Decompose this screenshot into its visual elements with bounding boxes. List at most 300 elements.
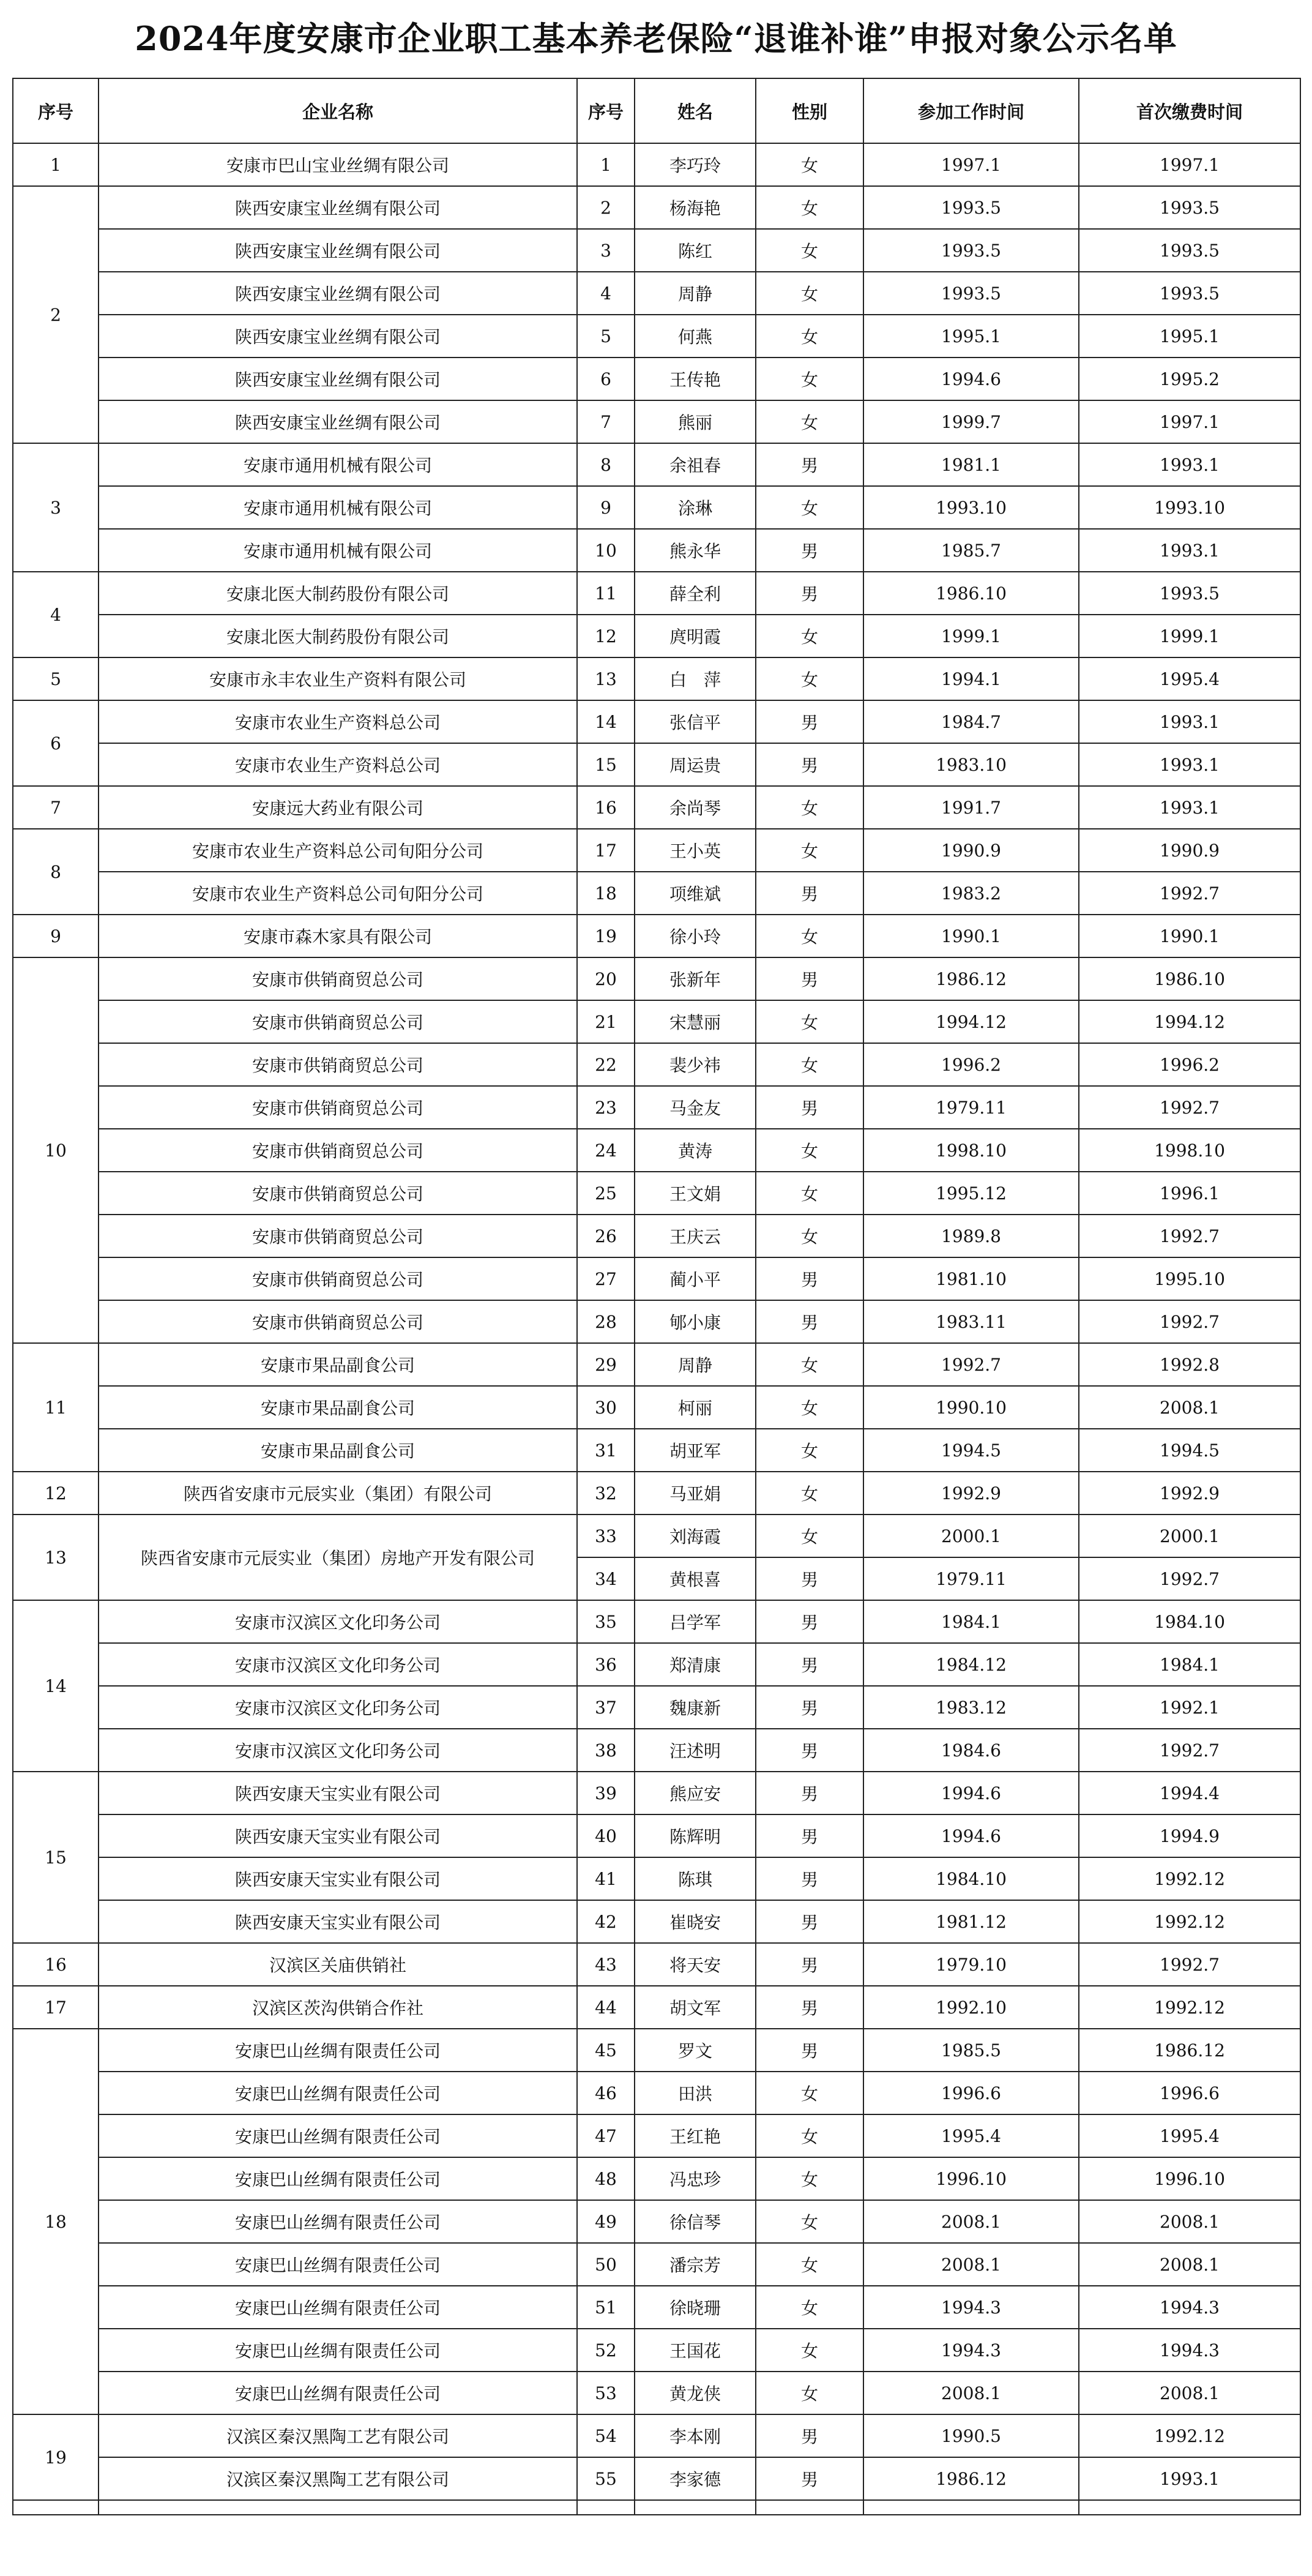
work-start-cell: 1999.1 bbox=[863, 615, 1079, 657]
table-row bbox=[13, 2029, 1300, 2072]
person-no-cell: 51 bbox=[577, 2286, 635, 2329]
company-cell: 安康巴山丝绸有限责任公司 bbox=[99, 2157, 577, 2200]
spacer-cell bbox=[13, 2500, 99, 2515]
gender-cell: 女 bbox=[756, 2286, 863, 2329]
gender-cell: 男 bbox=[756, 1943, 863, 1986]
table-row bbox=[13, 1772, 1300, 1814]
group-no-cell: 13 bbox=[13, 1515, 99, 1600]
first-pay-cell: 1993.5 bbox=[1079, 572, 1300, 615]
person-no-cell: 13 bbox=[577, 657, 635, 700]
company-cell: 安康市通用机械有限公司 bbox=[99, 486, 577, 529]
company-cell: 安康市通用机械有限公司 bbox=[99, 443, 577, 486]
table-row bbox=[13, 1386, 1300, 1429]
work-start-cell: 1996.6 bbox=[863, 2072, 1079, 2114]
table-row bbox=[13, 1215, 1300, 1257]
name-cell: 汪述明 bbox=[635, 1729, 756, 1772]
company-cell: 安康巴山丝绸有限责任公司 bbox=[99, 2286, 577, 2329]
first-pay-cell: 1992.8 bbox=[1079, 1343, 1300, 1386]
name-cell: 郇小康 bbox=[635, 1300, 756, 1343]
table-row bbox=[13, 1814, 1300, 1857]
gender-cell: 男 bbox=[756, 2029, 863, 2072]
group-no-cell: 4 bbox=[13, 572, 99, 657]
company-cell: 安康市汉滨区文化印务公司 bbox=[99, 1643, 577, 1686]
work-start-cell: 1994.5 bbox=[863, 1429, 1079, 1472]
first-pay-cell: 1992.7 bbox=[1079, 1557, 1300, 1600]
first-pay-cell: 1990.9 bbox=[1079, 829, 1300, 872]
gender-cell: 女 bbox=[756, 186, 863, 229]
gender-cell: 女 bbox=[756, 143, 863, 186]
person-no-cell: 2 bbox=[577, 186, 635, 229]
table-row bbox=[13, 1686, 1300, 1729]
gender-cell: 男 bbox=[756, 1086, 863, 1129]
table-row bbox=[13, 572, 1300, 615]
work-start-cell: 1993.5 bbox=[863, 186, 1079, 229]
name-cell: 黄根喜 bbox=[635, 1557, 756, 1600]
table-row bbox=[13, 2329, 1300, 2372]
gender-cell: 女 bbox=[756, 2114, 863, 2157]
name-cell: 李巧玲 bbox=[635, 143, 756, 186]
name-cell: 徐小玲 bbox=[635, 915, 756, 957]
first-pay-cell: 1993.5 bbox=[1079, 186, 1300, 229]
group-no-cell: 11 bbox=[13, 1343, 99, 1472]
person-no-cell: 47 bbox=[577, 2114, 635, 2157]
work-start-cell: 1986.10 bbox=[863, 572, 1079, 615]
work-start-cell: 1994.12 bbox=[863, 1000, 1079, 1043]
gender-cell: 女 bbox=[756, 1386, 863, 1429]
name-cell: 李本刚 bbox=[635, 2414, 756, 2457]
company-cell: 陕西安康宝业丝绸有限公司 bbox=[99, 358, 577, 400]
name-cell: 马亚娟 bbox=[635, 1472, 756, 1515]
table-row bbox=[13, 2372, 1300, 2414]
name-cell: 熊应安 bbox=[635, 1772, 756, 1814]
name-cell: 徐信琴 bbox=[635, 2200, 756, 2243]
group-no-cell: 14 bbox=[13, 1600, 99, 1772]
name-cell: 蔺小平 bbox=[635, 1257, 756, 1300]
first-pay-cell: 1992.12 bbox=[1079, 1986, 1300, 2029]
group-no-cell: 10 bbox=[13, 957, 99, 1343]
gender-cell: 女 bbox=[756, 1429, 863, 1472]
name-cell: 陈辉明 bbox=[635, 1814, 756, 1857]
first-pay-cell: 1996.10 bbox=[1079, 2157, 1300, 2200]
name-cell: 王红艳 bbox=[635, 2114, 756, 2157]
name-cell: 崔晓安 bbox=[635, 1900, 756, 1943]
work-start-cell: 1993.5 bbox=[863, 272, 1079, 315]
first-pay-cell: 1993.1 bbox=[1079, 700, 1300, 743]
first-pay-cell: 1995.1 bbox=[1079, 315, 1300, 358]
company-cell: 安康市果品副食公司 bbox=[99, 1386, 577, 1429]
name-cell: 何燕 bbox=[635, 315, 756, 358]
table-row bbox=[13, 957, 1300, 1000]
table-row bbox=[13, 1729, 1300, 1772]
gender-cell: 女 bbox=[756, 2329, 863, 2372]
person-no-cell: 20 bbox=[577, 957, 635, 1000]
table-row bbox=[13, 229, 1300, 272]
header-row bbox=[13, 78, 1300, 143]
name-cell: 徐晓珊 bbox=[635, 2286, 756, 2329]
person-no-cell: 32 bbox=[577, 1472, 635, 1515]
name-cell: 马金友 bbox=[635, 1086, 756, 1129]
roster-body bbox=[13, 143, 1300, 2515]
person-no-cell: 39 bbox=[577, 1772, 635, 1814]
table-row bbox=[13, 1043, 1300, 1086]
name-cell: 周静 bbox=[635, 1343, 756, 1386]
gender-cell: 女 bbox=[756, 786, 863, 829]
work-start-cell: 1985.5 bbox=[863, 2029, 1079, 2072]
table-row bbox=[13, 1857, 1300, 1900]
group-no-cell: 19 bbox=[13, 2414, 99, 2500]
header-work-start: 参加工作时间 bbox=[863, 78, 1079, 143]
table-row bbox=[13, 315, 1300, 358]
gender-cell: 男 bbox=[756, 1857, 863, 1900]
header-gender: 性别 bbox=[756, 78, 863, 143]
person-no-cell: 5 bbox=[577, 315, 635, 358]
name-cell: 潘宗芳 bbox=[635, 2243, 756, 2286]
gender-cell: 女 bbox=[756, 1172, 863, 1215]
table-row bbox=[13, 915, 1300, 957]
work-start-cell: 1981.1 bbox=[863, 443, 1079, 486]
person-no-cell: 30 bbox=[577, 1386, 635, 1429]
name-cell: 余祖春 bbox=[635, 443, 756, 486]
name-cell: 张新年 bbox=[635, 957, 756, 1000]
first-pay-cell: 1995.4 bbox=[1079, 2114, 1300, 2157]
name-cell: 田洪 bbox=[635, 2072, 756, 2114]
company-cell: 陕西安康天宝实业有限公司 bbox=[99, 1772, 577, 1814]
person-no-cell: 36 bbox=[577, 1643, 635, 1686]
gender-cell: 女 bbox=[756, 2243, 863, 2286]
first-pay-cell: 2008.1 bbox=[1079, 2243, 1300, 2286]
name-cell: 黄龙侠 bbox=[635, 2372, 756, 2414]
name-cell: 白 萍 bbox=[635, 657, 756, 700]
header-name: 姓名 bbox=[635, 78, 756, 143]
table-row bbox=[13, 443, 1300, 486]
gender-cell: 男 bbox=[756, 957, 863, 1000]
first-pay-cell: 1993.1 bbox=[1079, 2457, 1300, 2500]
person-no-cell: 55 bbox=[577, 2457, 635, 2500]
person-no-cell: 40 bbox=[577, 1814, 635, 1857]
table-row bbox=[13, 2114, 1300, 2157]
name-cell: 黄涛 bbox=[635, 1129, 756, 1172]
company-cell: 安康市农业生产资料总公司 bbox=[99, 700, 577, 743]
spacer-cell bbox=[99, 2500, 577, 2515]
work-start-cell: 1983.2 bbox=[863, 872, 1079, 915]
company-cell: 安康北医大制药股份有限公司 bbox=[99, 615, 577, 657]
work-start-cell: 1984.10 bbox=[863, 1857, 1079, 1900]
company-cell: 安康市供销商贸总公司 bbox=[99, 957, 577, 1000]
person-no-cell: 14 bbox=[577, 700, 635, 743]
first-pay-cell: 1992.7 bbox=[1079, 1086, 1300, 1129]
table-row bbox=[13, 1515, 1300, 1557]
person-no-cell: 17 bbox=[577, 829, 635, 872]
gender-cell: 男 bbox=[756, 1900, 863, 1943]
company-cell: 安康市供销商贸总公司 bbox=[99, 1257, 577, 1300]
company-cell: 安康巴山丝绸有限责任公司 bbox=[99, 2243, 577, 2286]
company-cell: 安康市供销商贸总公司 bbox=[99, 1215, 577, 1257]
work-start-cell: 1995.4 bbox=[863, 2114, 1079, 2157]
table-row bbox=[13, 358, 1300, 400]
table-row bbox=[13, 2072, 1300, 2114]
name-cell: 王小英 bbox=[635, 829, 756, 872]
table-row bbox=[13, 1943, 1300, 1986]
first-pay-cell: 1986.12 bbox=[1079, 2029, 1300, 2072]
first-pay-cell: 1992.12 bbox=[1079, 1857, 1300, 1900]
table-row bbox=[13, 1000, 1300, 1043]
roster-table bbox=[12, 78, 1301, 2515]
person-no-cell: 1 bbox=[577, 143, 635, 186]
work-start-cell: 1994.3 bbox=[863, 2286, 1079, 2329]
gender-cell: 女 bbox=[756, 2200, 863, 2243]
name-cell: 熊丽 bbox=[635, 400, 756, 443]
name-cell: 裴少祎 bbox=[635, 1043, 756, 1086]
first-pay-cell: 1993.5 bbox=[1079, 272, 1300, 315]
name-cell: 王文娟 bbox=[635, 1172, 756, 1215]
name-cell: 李家德 bbox=[635, 2457, 756, 2500]
company-cell: 安康北医大制药股份有限公司 bbox=[99, 572, 577, 615]
first-pay-cell: 1997.1 bbox=[1079, 400, 1300, 443]
table-row bbox=[13, 786, 1300, 829]
gender-cell: 男 bbox=[756, 1814, 863, 1857]
group-no-cell: 6 bbox=[13, 700, 99, 786]
group-no-cell: 2 bbox=[13, 186, 99, 443]
table-row bbox=[13, 1472, 1300, 1515]
gender-cell: 女 bbox=[756, 358, 863, 400]
table-row bbox=[13, 400, 1300, 443]
person-no-cell: 4 bbox=[577, 272, 635, 315]
company-cell: 汉滨区茨沟供销合作社 bbox=[99, 1986, 577, 2029]
person-no-cell: 28 bbox=[577, 1300, 635, 1343]
gender-cell: 女 bbox=[756, 915, 863, 957]
work-start-cell: 1992.10 bbox=[863, 1986, 1079, 2029]
table-row bbox=[13, 1343, 1300, 1386]
company-cell: 陕西安康天宝实业有限公司 bbox=[99, 1900, 577, 1943]
company-cell: 安康市通用机械有限公司 bbox=[99, 529, 577, 572]
person-no-cell: 9 bbox=[577, 486, 635, 529]
name-cell: 薛全利 bbox=[635, 572, 756, 615]
first-pay-cell: 1984.1 bbox=[1079, 1643, 1300, 1686]
gender-cell: 男 bbox=[756, 1986, 863, 2029]
first-pay-cell: 1992.12 bbox=[1079, 2414, 1300, 2457]
gender-cell: 女 bbox=[756, 272, 863, 315]
name-cell: 杨海艳 bbox=[635, 186, 756, 229]
work-start-cell: 1984.7 bbox=[863, 700, 1079, 743]
company-cell: 陕西安康天宝实业有限公司 bbox=[99, 1857, 577, 1900]
gender-cell: 男 bbox=[756, 743, 863, 786]
person-no-cell: 54 bbox=[577, 2414, 635, 2457]
group-no-cell: 15 bbox=[13, 1772, 99, 1943]
person-no-cell: 29 bbox=[577, 1343, 635, 1386]
company-cell: 安康市永丰农业生产资料有限公司 bbox=[99, 657, 577, 700]
work-start-cell: 1994.6 bbox=[863, 1814, 1079, 1857]
header-person-no: 序号 bbox=[577, 78, 635, 143]
spacer-cell bbox=[577, 2500, 635, 2515]
table-row bbox=[13, 2414, 1300, 2457]
table-row bbox=[13, 1986, 1300, 2029]
first-pay-cell: 1994.12 bbox=[1079, 1000, 1300, 1043]
table-row bbox=[13, 1600, 1300, 1643]
person-no-cell: 11 bbox=[577, 572, 635, 615]
gender-cell: 女 bbox=[756, 1129, 863, 1172]
spacer-cell bbox=[635, 2500, 756, 2515]
company-cell: 陕西安康宝业丝绸有限公司 bbox=[99, 272, 577, 315]
person-no-cell: 19 bbox=[577, 915, 635, 957]
table-row bbox=[13, 2243, 1300, 2286]
company-cell: 陕西安康天宝实业有限公司 bbox=[99, 1814, 577, 1857]
name-cell: 将天安 bbox=[635, 1943, 756, 1986]
gender-cell: 女 bbox=[756, 1515, 863, 1557]
company-cell: 陕西省安康市元辰实业（集团）房地产开发有限公司 bbox=[99, 1515, 577, 1600]
name-cell: 庹明霞 bbox=[635, 615, 756, 657]
table-row bbox=[13, 2286, 1300, 2329]
work-start-cell: 1997.1 bbox=[863, 143, 1079, 186]
work-start-cell: 1994.3 bbox=[863, 2329, 1079, 2372]
group-no-cell: 16 bbox=[13, 1943, 99, 1986]
first-pay-cell: 1992.7 bbox=[1079, 872, 1300, 915]
first-pay-cell: 1999.1 bbox=[1079, 615, 1300, 657]
first-pay-cell: 1994.3 bbox=[1079, 2286, 1300, 2329]
work-start-cell: 1995.1 bbox=[863, 315, 1079, 358]
gender-cell: 女 bbox=[756, 657, 863, 700]
person-no-cell: 10 bbox=[577, 529, 635, 572]
name-cell: 魏康新 bbox=[635, 1686, 756, 1729]
name-cell: 余尚琴 bbox=[635, 786, 756, 829]
company-cell: 安康市果品副食公司 bbox=[99, 1343, 577, 1386]
table-row bbox=[13, 486, 1300, 529]
company-cell: 安康市汉滨区文化印务公司 bbox=[99, 1686, 577, 1729]
first-pay-cell: 1996.6 bbox=[1079, 2072, 1300, 2114]
table-row bbox=[13, 2200, 1300, 2243]
gender-cell: 男 bbox=[756, 572, 863, 615]
name-cell: 冯忠珍 bbox=[635, 2157, 756, 2200]
person-no-cell: 16 bbox=[577, 786, 635, 829]
table-row bbox=[13, 700, 1300, 743]
gender-cell: 女 bbox=[756, 229, 863, 272]
company-cell: 汉滨区关庙供销社 bbox=[99, 1943, 577, 1986]
gender-cell: 女 bbox=[756, 1043, 863, 1086]
person-no-cell: 53 bbox=[577, 2372, 635, 2414]
work-start-cell: 1995.12 bbox=[863, 1172, 1079, 1215]
gender-cell: 女 bbox=[756, 486, 863, 529]
work-start-cell: 1993.10 bbox=[863, 486, 1079, 529]
work-start-cell: 1986.12 bbox=[863, 2457, 1079, 2500]
header-group-no: 序号 bbox=[13, 78, 99, 143]
table-row bbox=[13, 1643, 1300, 1686]
person-no-cell: 49 bbox=[577, 2200, 635, 2243]
spacer-cell bbox=[1079, 2500, 1300, 2515]
work-start-cell: 1994.6 bbox=[863, 1772, 1079, 1814]
person-no-cell: 42 bbox=[577, 1900, 635, 1943]
work-start-cell: 1990.10 bbox=[863, 1386, 1079, 1429]
company-cell: 安康市供销商贸总公司 bbox=[99, 1086, 577, 1129]
first-pay-cell: 1992.7 bbox=[1079, 1943, 1300, 1986]
person-no-cell: 31 bbox=[577, 1429, 635, 1472]
group-no-cell: 17 bbox=[13, 1986, 99, 2029]
gender-cell: 男 bbox=[756, 1729, 863, 1772]
gender-cell: 男 bbox=[756, 1257, 863, 1300]
first-pay-cell: 2000.1 bbox=[1079, 1515, 1300, 1557]
group-no-cell: 5 bbox=[13, 657, 99, 700]
company-cell: 安康市汉滨区文化印务公司 bbox=[99, 1729, 577, 1772]
group-no-cell: 3 bbox=[13, 443, 99, 572]
first-pay-cell: 1995.10 bbox=[1079, 1257, 1300, 1300]
table-row bbox=[13, 1257, 1300, 1300]
first-pay-cell: 1998.10 bbox=[1079, 1129, 1300, 1172]
group-no-cell: 18 bbox=[13, 2029, 99, 2414]
person-no-cell: 33 bbox=[577, 1515, 635, 1557]
group-no-cell: 8 bbox=[13, 829, 99, 915]
first-pay-cell: 1993.1 bbox=[1079, 443, 1300, 486]
company-cell: 陕西安康宝业丝绸有限公司 bbox=[99, 186, 577, 229]
work-start-cell: 1992.7 bbox=[863, 1343, 1079, 1386]
gender-cell: 男 bbox=[756, 443, 863, 486]
page-title: 2024年度安康市企业职工基本养老保险“退谁补谁”申报对象公示名单 bbox=[135, 19, 1177, 58]
company-cell: 安康市巴山宝业丝绸有限公司 bbox=[99, 143, 577, 186]
name-cell: 项维斌 bbox=[635, 872, 756, 915]
person-no-cell: 15 bbox=[577, 743, 635, 786]
work-start-cell: 1991.7 bbox=[863, 786, 1079, 829]
company-cell: 安康巴山丝绸有限责任公司 bbox=[99, 2072, 577, 2114]
gender-cell: 男 bbox=[756, 529, 863, 572]
work-start-cell: 1984.1 bbox=[863, 1600, 1079, 1643]
person-no-cell: 7 bbox=[577, 400, 635, 443]
company-cell: 陕西安康宝业丝绸有限公司 bbox=[99, 315, 577, 358]
first-pay-cell: 1992.7 bbox=[1079, 1300, 1300, 1343]
name-cell: 王传艳 bbox=[635, 358, 756, 400]
name-cell: 涂琳 bbox=[635, 486, 756, 529]
table-row bbox=[13, 143, 1300, 186]
name-cell: 胡亚军 bbox=[635, 1429, 756, 1472]
company-cell: 陕西安康宝业丝绸有限公司 bbox=[99, 400, 577, 443]
gender-cell: 女 bbox=[756, 1472, 863, 1515]
work-start-cell: 1990.9 bbox=[863, 829, 1079, 872]
table-row bbox=[13, 272, 1300, 315]
person-no-cell: 45 bbox=[577, 2029, 635, 2072]
work-start-cell: 1984.12 bbox=[863, 1643, 1079, 1686]
company-cell: 安康市农业生产资料总公司旬阳分公司 bbox=[99, 829, 577, 872]
first-pay-cell: 2008.1 bbox=[1079, 1386, 1300, 1429]
person-no-cell: 21 bbox=[577, 1000, 635, 1043]
work-start-cell: 1979.10 bbox=[863, 1943, 1079, 1986]
first-pay-cell: 2008.1 bbox=[1079, 2200, 1300, 2243]
first-pay-cell: 1996.2 bbox=[1079, 1043, 1300, 1086]
table-row bbox=[13, 657, 1300, 700]
person-no-cell: 22 bbox=[577, 1043, 635, 1086]
first-pay-cell: 1995.4 bbox=[1079, 657, 1300, 700]
company-cell: 安康巴山丝绸有限责任公司 bbox=[99, 2372, 577, 2414]
table-row bbox=[13, 2457, 1300, 2500]
table-row bbox=[13, 829, 1300, 872]
name-cell: 柯丽 bbox=[635, 1386, 756, 1429]
name-cell: 胡文军 bbox=[635, 1986, 756, 2029]
gender-cell: 女 bbox=[756, 829, 863, 872]
gender-cell: 男 bbox=[756, 1300, 863, 1343]
table-row bbox=[13, 1129, 1300, 1172]
first-pay-cell: 1994.9 bbox=[1079, 1814, 1300, 1857]
work-start-cell: 1986.12 bbox=[863, 957, 1079, 1000]
name-cell: 陈红 bbox=[635, 229, 756, 272]
company-cell: 安康市供销商贸总公司 bbox=[99, 1300, 577, 1343]
first-pay-cell: 1995.2 bbox=[1079, 358, 1300, 400]
group-no-cell: 1 bbox=[13, 143, 99, 186]
gender-cell: 男 bbox=[756, 1600, 863, 1643]
person-no-cell: 38 bbox=[577, 1729, 635, 1772]
company-cell: 安康市果品副食公司 bbox=[99, 1429, 577, 1472]
person-no-cell: 26 bbox=[577, 1215, 635, 1257]
person-no-cell: 34 bbox=[577, 1557, 635, 1600]
table-row bbox=[13, 2157, 1300, 2200]
company-cell: 陕西省安康市元辰实业（集团）有限公司 bbox=[99, 1472, 577, 1515]
first-pay-cell: 1990.1 bbox=[1079, 915, 1300, 957]
header-company: 企业名称 bbox=[99, 78, 577, 143]
work-start-cell: 2008.1 bbox=[863, 2372, 1079, 2414]
